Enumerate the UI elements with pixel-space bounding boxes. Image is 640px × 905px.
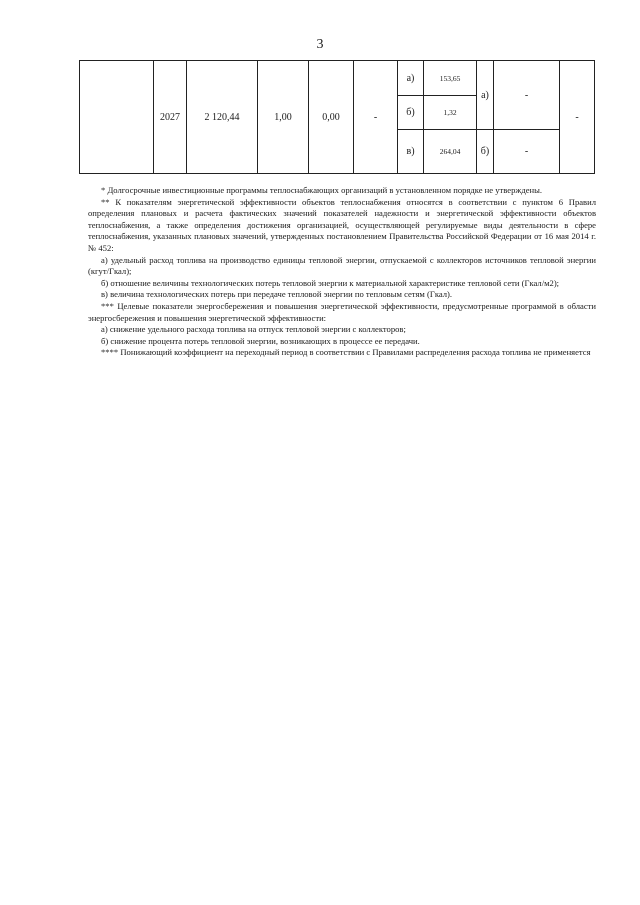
sub-value-b: 1,32 [424, 96, 477, 130]
target-value-b: - [494, 130, 560, 174]
footnote-2-item-b: б) отношение величины технологических потерь тепловой энергии к материальной характеристике тепловой сети (Гкал/м2); [101, 277, 560, 288]
empty-cell [80, 61, 154, 174]
footnotes [88, 185, 596, 359]
footnote-4: **** Понижающий коэффициент на переходный период в соответствии с Правилами распределения расхода топлива не применяется [101, 347, 591, 358]
footnote-1: * Долгосрочные инвестиционные программы теплоснабжающих организаций в установленном порядке не утверждены. [101, 185, 543, 195]
footnote-2-item-a: а) удельный расход топлива на производство единицы тепловой энергии, отпускаемой с коллекторов источников тепловой энергии (кгут/Гкал); [88, 254, 596, 277]
target-label-b: б) [477, 130, 494, 174]
footnote-3-item-a: а) снижение удельного расхода топлива на отпуск тепловой энергии с коллекторов; [101, 324, 406, 335]
value2-cell: 1,00 [258, 61, 309, 174]
value3-cell: 0,00 [309, 61, 354, 174]
last-dash-cell: - [560, 61, 595, 174]
sub-label-a: а) [398, 61, 424, 96]
sub-value-a: 153,65 [424, 61, 477, 96]
value1-cell: 2 120,44 [187, 61, 258, 174]
sub-value-c: 264,04 [424, 130, 477, 174]
sub-label-b: б) [398, 96, 424, 130]
sub-label-c: в) [398, 130, 424, 174]
footnote-3: *** Целевые показатели энергосбережения и повышения энергетической эффективности, предусмотренные программой в области энергосбережения и повышения энергетической эффективности: [88, 300, 596, 323]
page-number: 3 [316, 37, 324, 52]
indicator-table [79, 60, 595, 174]
target-value-a: - [494, 61, 560, 130]
footnote-2: ** К показателям энергетической эффективности объектов теплоснабжения относятся в соответствии с пунктом 6 Правил определения плановых и расчета фактических значений показателей надежности и энергетической эффективности объектов теплоснабжения, а также определения достижения организацией, осуществляющей регулируемые виды деятельности в сфере теплоснабжения, указанных плановых значений, утвержденных постановлением Правительства Российской Федерации от 16 мая 2014 г. № 452: [88, 196, 596, 253]
footnote-3-item-b: б) снижение процента потерь тепловой энергии, возникающих в процессе ее передачи. [101, 335, 420, 346]
year-cell: 2027 [154, 61, 187, 174]
dash-cell: - [354, 61, 398, 174]
target-label-a: а) [477, 61, 494, 130]
footnote-2-item-c: в) величина технологических потерь при передаче тепловой энергии по тепловым сетям (Гкал). [101, 289, 453, 300]
